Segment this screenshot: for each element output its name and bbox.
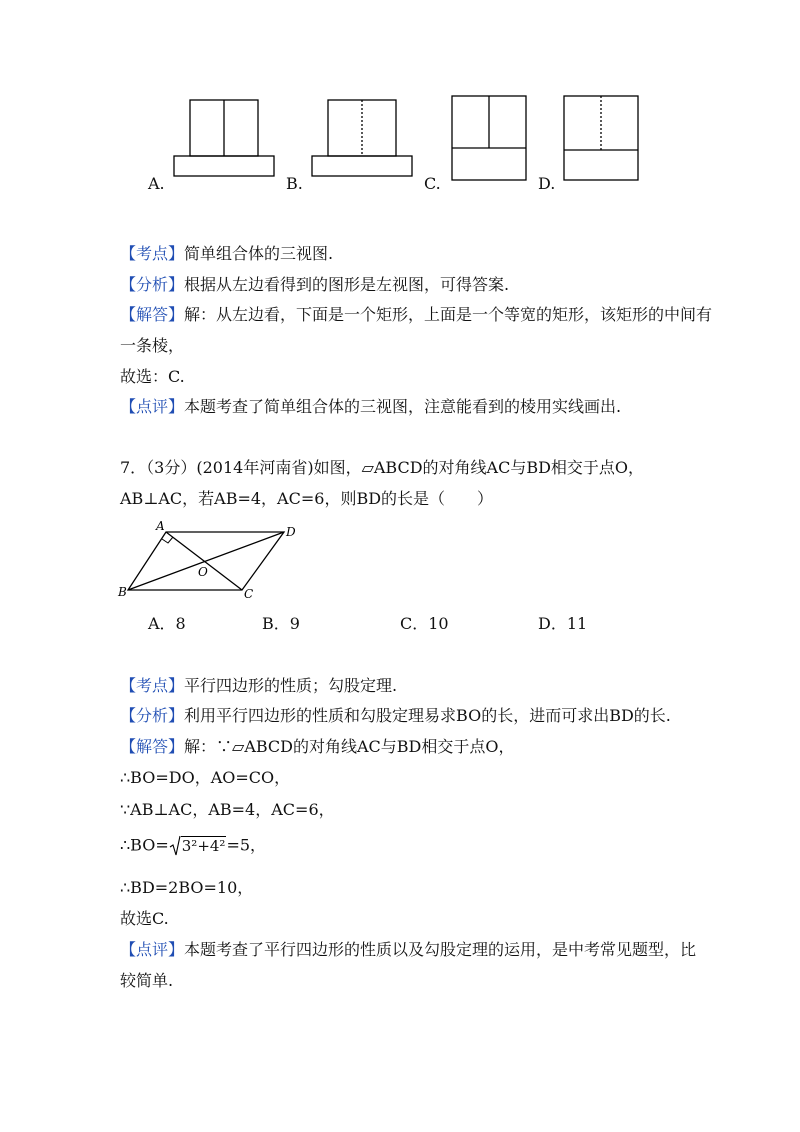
kaodian-tag: 【考点】 (120, 676, 185, 695)
step-3-suffix: =5， (226, 835, 267, 855)
q7-dianping (120, 940, 696, 960)
radicand: 3²+4² (181, 836, 226, 855)
option-d-figure (560, 94, 642, 186)
jieda-text: 解：∵▱ABCD的对角线AC与BD相交于点O， (184, 737, 515, 756)
fenxi-text: 根据从左边看得到的图形是左视图，可得答案. (184, 275, 510, 294)
option-a-figure (170, 98, 280, 180)
q7-step-3 (120, 835, 266, 857)
dianping-tag: 【点评】 (120, 940, 185, 959)
q7-option-d: D．11 (538, 614, 588, 633)
parallelogram-figure (116, 518, 300, 604)
q7-option-c: C．10 (400, 614, 449, 633)
option-b-figure (308, 98, 418, 180)
q7-fenxi (120, 706, 671, 726)
jieda-text: 解：从左边看，下面是一个矩形，上面是一个等宽的矩形，该矩形的中间有 (184, 305, 713, 324)
kaodian-text: 简单组合体的三视图. (184, 244, 334, 263)
q7-answer: 故选C. (120, 909, 169, 928)
fenxi-text: 利用平行四边形的性质和勾股定理易求BO的长，进而可求出BD的长. (184, 706, 671, 725)
option-c-figure (448, 94, 530, 186)
vertex-d-label: D (286, 525, 296, 539)
q6-jieda-cont: 一条棱， (120, 336, 185, 355)
fenxi-tag: 【分析】 (120, 275, 185, 294)
dianping-text: 本题考查了平行四边形的性质以及勾股定理的运用，是中考常见题型，比 (184, 940, 697, 959)
q6-kaodian (120, 244, 333, 264)
option-d-label: D. (538, 174, 556, 193)
vertex-c-label: C (244, 587, 254, 601)
vertex-b-label: B (118, 585, 127, 599)
q7-option-b: B．9 (262, 614, 300, 633)
option-a-label: A. (148, 174, 165, 193)
q6-dianping (120, 397, 621, 417)
kaodian-text: 平行四边形的性质；勾股定理. (184, 676, 398, 695)
q6-fenxi (120, 275, 509, 295)
step-3-prefix: ∴BO= (120, 835, 169, 855)
q7-jieda (120, 737, 515, 757)
center-o-label: O (198, 565, 208, 579)
jieda-tag: 【解答】 (120, 737, 185, 756)
q7-kaodian (120, 676, 397, 696)
q6-answer: 故选：C. (120, 367, 185, 386)
q7-stem-line2: AB⊥AC，若AB=4，AC=6，则BD的长是（ ） (120, 489, 494, 508)
q7-step-1: ∴BO=DO，AO=CO， (120, 768, 291, 787)
dianping-text: 本题考查了简单组合体的三视图，注意能看到的棱用实线画出. (184, 397, 622, 416)
q7-dianping-cont: 较简单. (120, 971, 174, 990)
jieda-tag: 【解答】 (120, 305, 185, 324)
q7-option-a: A．8 (148, 614, 186, 633)
sqrt-expression (169, 835, 227, 857)
q6-jieda (120, 305, 712, 325)
fenxi-tag: 【分析】 (120, 706, 185, 725)
option-b-label: B. (286, 174, 303, 193)
kaodian-tag: 【考点】 (120, 244, 185, 263)
vertex-a-label: A (156, 519, 165, 533)
q7-stem-line1: 7．（3分）(2014年河南省)如图，▱ABCD的对角线AC与BD相交于点O， (120, 458, 645, 477)
option-c-label: C. (424, 174, 441, 193)
q7-step-2: ∵AB⊥AC，AB=4，AC=6， (120, 800, 335, 819)
q7-step-4: ∴BD=2BO=10， (120, 878, 254, 897)
dianping-tag: 【点评】 (120, 397, 185, 416)
radical-sign (169, 835, 181, 857)
